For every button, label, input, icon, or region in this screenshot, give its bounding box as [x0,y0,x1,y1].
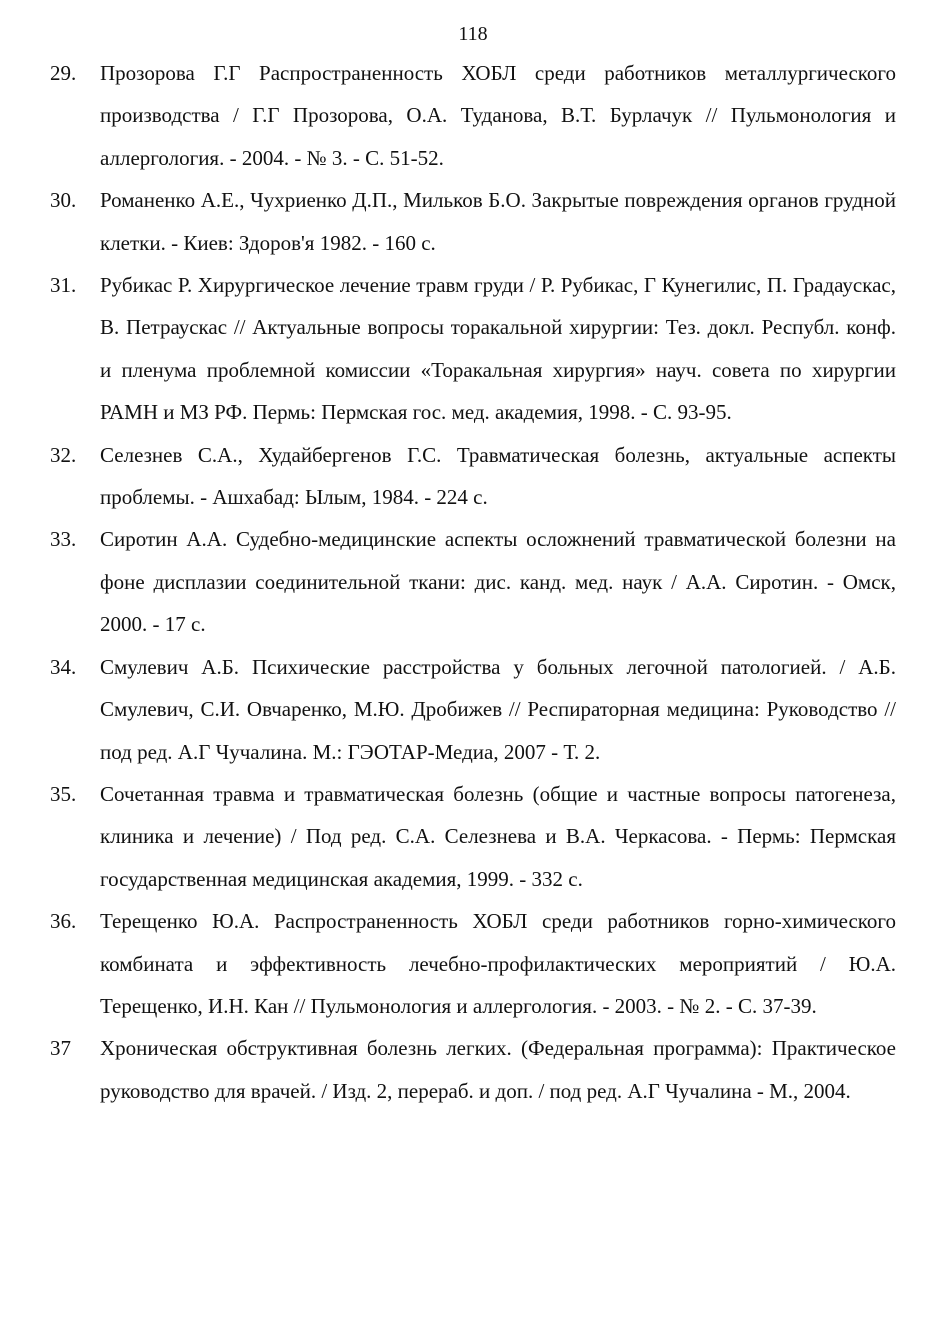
reference-number: 35. [50,781,77,806]
reference-text: Романенко А.Е., Чухриенко Д.П., Мильков Б.О. Закрытые повреждения органов грудной клетки. - Киев: Здоров'я 1982. - 160 с. [100,188,896,255]
reference-text: Прозорова Г.Г Распространенность ХОБЛ среди работников металлургического производства / Г.Г Прозорова, О.А. Туданова, В.Т. Бурлачук // Пульмонология и аллергология. - 2004. - № 3. - С. 51-52. [100,61,896,170]
reference-number: 37 [50,1036,71,1061]
reference-item [50,264,896,434]
reference-text: Селезнев С.А., Худайбергенов Г.С. Травматическая болезнь, актуальные аспекты проблемы. - Ашхабад: Ылым, 1984. - 224 с. [100,442,896,510]
reference-text: Сочетанная травма и травматическая болезнь (общие и частные вопросы патогенеза, клиника и лечение) / Под ред. С.А. Селезнева и В.А. Черкасова. - Пермь: Пермская государственная медицинская академия, 1999. - 332 с. [100,781,896,891]
reference-text: Хроническая обструктивная болезнь легких. (Федеральная программа): Практическое руководство для врачей. / Изд. 2, перераб. и доп. / под ред. А.Г Чучалина - М., 2004. [100,1036,896,1103]
reference-number: 34. [50,654,77,679]
reference-item [50,773,896,900]
reference-item [50,646,896,773]
reference-text: Терещенко Ю.А. Распространенность ХОБЛ среди работников горно-химического комбината и эффективность лечебно-профилактических мероприятий / Ю.А. Терещенко, И.Н. Кан // Пульмонология и аллергология. - 2003. - № 2. - С. 37-39. [100,909,896,1018]
reference-number: 31. [50,273,77,298]
reference-number: 30. [50,188,77,213]
reference-item [50,434,896,519]
reference-item [50,52,896,179]
reference-item [50,179,896,264]
reference-list [50,52,896,1112]
reference-item [50,900,896,1027]
reference-number: 33. [50,527,77,552]
reference-text: Смулевич А.Б. Психические расстройства у больных легочной патологией. / А.Б. Смулевич, С.И. Овчаренко, М.Ю. Дробижев // Респираторная медицина: Руководство // под ред. А.Г Чучалина. М.: ГЭОТАР-Медиа, 2007 - Т. 2. [100,654,896,764]
reference-number: 32. [50,442,77,467]
reference-item [50,1027,896,1112]
reference-text: Сиротин А.А. Судебно-медицинские аспекты осложнений травматической болезни на фоне дисплазии соединительной ткани: дис. канд. мед. наук / А.А. Сиротин. - Омск, 2000. - 17 с. [100,527,896,637]
reference-text: Рубикас Р. Хирургическое лечение травм груди / Р. Рубикас, Г Кунегилис, П. Градаускас, В. Петраускас // Актуальные вопросы торакальной хирургии: Тез. докл. Республ. конф. и пленума проблемной комиссии «Торакальная хирургия» науч. совета по хирургии РАМН и МЗ РФ. Пермь: Пермская гос. мед. академия, 1998. - С. 93-95. [100,273,896,425]
page-number: 118 [458,23,488,45]
reference-number: 29. [50,61,77,85]
reference-number: 36. [50,909,77,934]
reference-item [50,518,896,645]
